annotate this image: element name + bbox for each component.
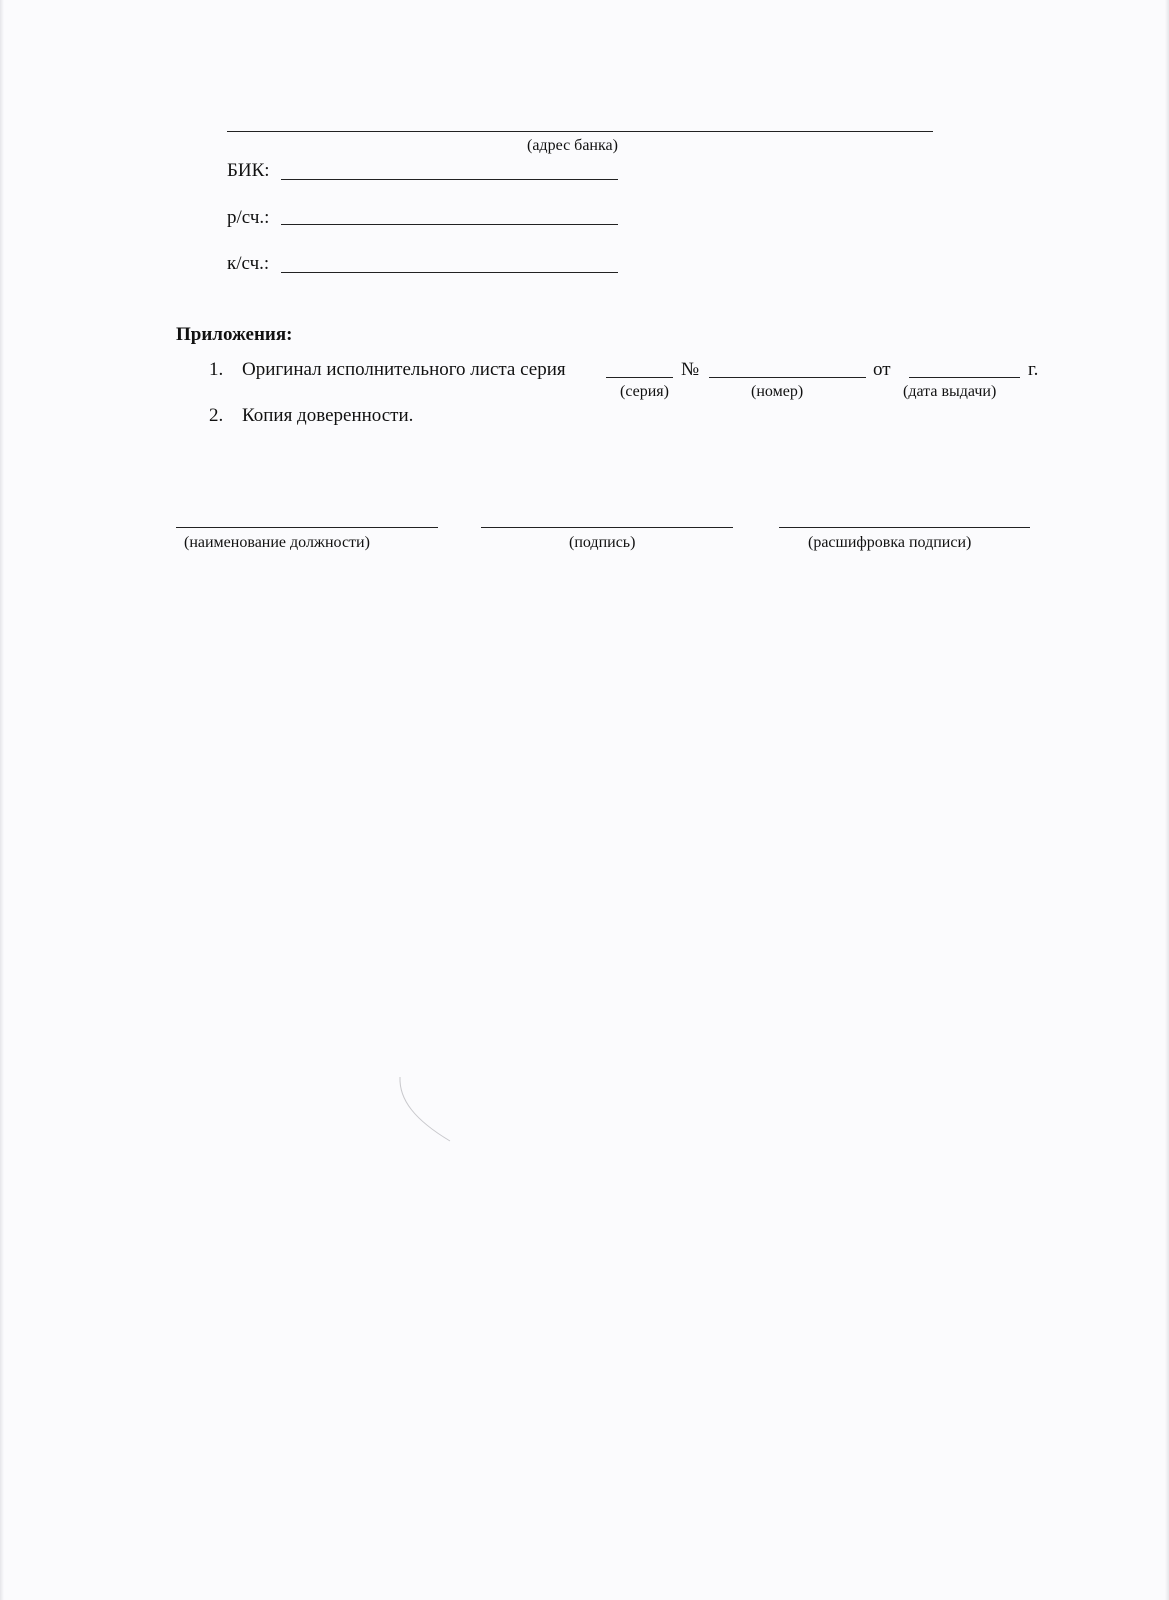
attachments-heading: Приложения: (176, 324, 293, 345)
signature-caption: (подпись) (569, 534, 636, 551)
account-label: р/сч.: (227, 207, 270, 228)
position-caption: (наименование должности) (184, 534, 370, 551)
bik-field-line (281, 179, 618, 180)
number-field-line (709, 377, 866, 378)
attachment-1-text: Оригинал исполнительного листа серия (242, 359, 566, 380)
decryption-line (779, 527, 1030, 528)
attachment-1-number: 1. (209, 359, 224, 380)
position-line (176, 527, 438, 528)
bank-address-line (227, 131, 933, 132)
bank-address-caption: (адрес банка) (527, 137, 618, 154)
scan-edge-right (1165, 0, 1169, 1600)
corr-account-field-line (281, 272, 618, 273)
decryption-caption: (расшифровка подписи) (808, 534, 972, 551)
series-caption: (серия) (620, 383, 669, 400)
series-field-line (606, 377, 673, 378)
year-suffix: г. (1028, 359, 1039, 380)
number-caption: (номер) (751, 383, 804, 400)
scan-artifact-mark (395, 1075, 455, 1145)
corr-account-label: к/сч.: (227, 253, 270, 274)
number-sign: № (681, 359, 700, 380)
attachment-2-text: Копия доверенности. (242, 405, 414, 426)
signature-line (481, 527, 733, 528)
issue-date-field-line (909, 377, 1020, 378)
scan-edge-left (0, 0, 4, 1600)
issue-date-caption: (дата выдачи) (903, 383, 997, 400)
from-word: от (873, 359, 891, 380)
account-field-line (281, 224, 618, 225)
bik-label: БИК: (227, 160, 270, 181)
attachment-2-number: 2. (209, 405, 224, 426)
